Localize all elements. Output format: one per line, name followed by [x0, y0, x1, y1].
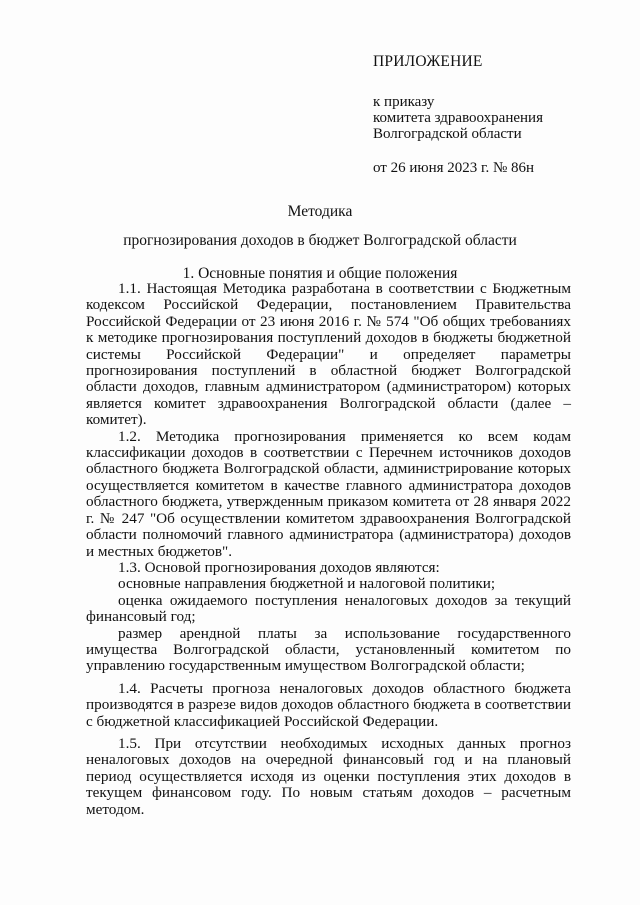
- annex-date: от 26 июня 2023 г. № 86н: [373, 160, 535, 176]
- annex-reference-line: к приказу: [373, 94, 435, 110]
- section-body: [86, 281, 571, 818]
- document-subtitle: прогнозирования доходов в бюджет Волгоградской области: [123, 232, 517, 249]
- annex-reference: [373, 94, 543, 142]
- annex-title: ПРИЛОЖЕНИЕ: [373, 53, 483, 70]
- paragraph-1-2: 1.2. Методика прогнозирования применяется ко всем кодам классификации доходов в соответствии с Перечнем источников доходов областного бюджета Волгоградской области, администрирование которых осуществляется комитетом в качестве главного администратора доходов областного бюджета, утвержденным приказом комитета от 28 января 2022 г. № 247 "Об осуществлении комитетом здравоохранения Волгоградской области полномочий главного администратора (администратора) доходов и местных бюджетов".: [86, 427, 571, 560]
- paragraph-1-3: 1.3. Основой прогнозирования доходов являются:: [118, 558, 440, 576]
- list-item-rent: размер арендной платы за использование государственного имущества Волгоградской области, установленный комитетом по управлению государственным имуществом Волгоградской области;: [86, 624, 571, 675]
- annex-reference-line: Волгоградской области: [373, 126, 522, 142]
- paragraph-1-1: 1.1. Настоящая Методика разработана в соответствии с Бюджетным кодексом Российской Федерации, постановлением Правительства Российской Федерации от 23 июня 2016 г. № 574 "Об общих требованиях к методике прогнозирования поступлений доходов в бюджеты бюджетной системы Российской Федерации" и определяет параметры прогнозирования поступлений в областной бюджет Волгоградской области доходов, главным администратором (администратором) которых является комитет здравоохранения Волгоградской области (далее – комитет).: [86, 280, 571, 429]
- annex-reference-line: комитета здравоохранения: [373, 110, 543, 126]
- list-item-budget-policy: основные направления бюджетной и налоговой политики;: [118, 575, 496, 593]
- section-title: 1. Основные понятия и общие положения: [182, 265, 458, 282]
- document-title: Методика: [287, 203, 353, 220]
- paragraph-1-4: 1.4. Расчеты прогноза неналоговых доходов областного бюджета производятся в разрезе видов доходов областного бюджета в соответствии с бюджетной классификацией Российской Федерации.: [86, 679, 571, 730]
- list-item-expected-revenue: оценка ожидаемого поступления неналоговых доходов за текущий финансовый год;: [86, 591, 571, 626]
- paragraph-1-5: 1.5. При отсутствии необходимых исходных данных прогноз неналоговых доходов на очередной финансовый год и на плановый период осуществляется исходя из оценки поступления этих доходов в текущем финансовом году. По новым статьям доходов – расчетным методом.: [86, 734, 571, 818]
